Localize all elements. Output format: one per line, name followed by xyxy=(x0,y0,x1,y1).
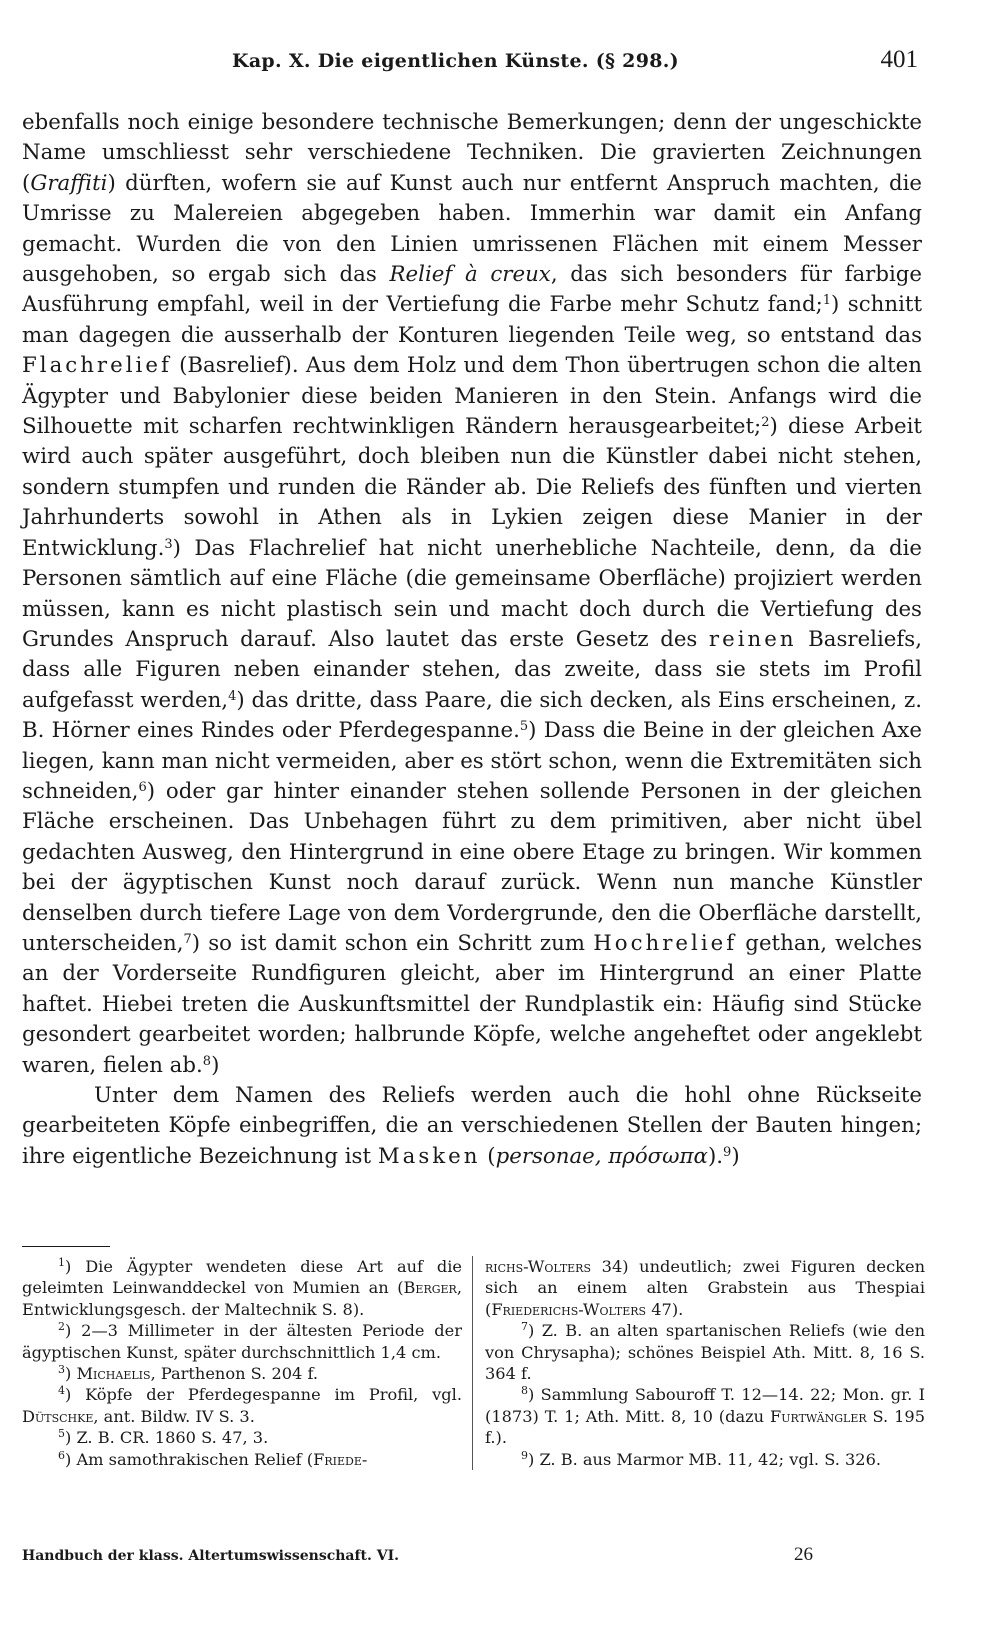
main-text xyxy=(22,108,922,1172)
footnote-ref[interactable]: 2 xyxy=(761,415,770,431)
footnotes-right-column xyxy=(473,1256,925,1470)
running-title: Kap. X. Die eigentlichen Künste. (§ 298.) xyxy=(232,50,679,72)
page-header xyxy=(22,44,918,84)
paragraph-1: ebenfalls noch einige besondere technische Bemerkungen; denn der ungeschickte Name umschliesst sehr verschiedene Techniken. Die gravierten Zeichnungen (Graffiti) dürften, wofern sie auf Kunst auch nur entfernt Anspruch machten, die Umrisse zu Malereien abgegeben haben. Immerhin war damit ein Anfang gemacht. Wurden die von den Linien umrissenen Flächen mit einem Messer ausgehoben, so ergab sich das Relief à creux, das sich besonders für farbige Ausführung empfahl, weil in der Vertiefung die Farbe mehr Schutz fand;$^1$) schnitt man dagegen die ausserhalb der Konturen liegenden Teile weg, so entstand das Flachrelief (Basrelief). Aus dem Holz und dem Thon übertrugen schon die alten Ägypter und Babylonier diese beiden Manieren in den Stein. Anfangs wird die Silhouette mit scharfen rechtwinkligen Rändern herausgearbeitet;$^2$) diese Arbeit wird auch später ausgeführt, doch bleiben nun die Künstler dabei nicht stehen, sondern stumpfen und runden die Ränder ab. Die Reliefs des fünften und vierten Jahrhunderts sowohl in Athen als in Lykien zeigen diese Manier in der Entwicklung.$^3$) Das Flachrelief hat nicht unerhebliche Nachteile, denn, da die Personen sämtlich auf eine Fläche (die gemeinsame Oberfläche) projiziert werden müssen, kann es nicht plastisch sein und macht doch durch die Vertiefung des Grundes Anspruch darauf. Also lautet das erste Gesetz des reinen Basreliefs, dass alle Figuren neben einander stehen, das zweite, dass sie stets im Profil aufgefasst werden,$^4$) das dritte, dass Paare, die sich decken, als Eins erscheinen, z. B. Hörner eines Rindes oder Pferdegespanne.$^5$) Dass die Beine in der gleichen Axe liegen, kann man nicht vermeiden, aber es stört schon, wenn die Extremitäten sich schneiden,$^6$) oder gar hinter einander stehen sollende Personen in der gleichen Fläche erscheinen. Das Unbehagen führt zu dem primitiven, aber nicht übel gedachten Ausweg, den Hintergrund in eine obere Etage zu bringen. Wir kommen bei der ägyptischen Kunst noch darauf zurück. Wenn nun manche Künstler denselben durch tiefere Lage von dem Vordergrunde, den die Oberfläche darstellt, unterscheiden,$^7$) so ist damit schon ein Schritt zum Hochrelief gethan, welches an der Vorderseite Rundfiguren gleicht, aber im Hintergrund an einer Platte haftet. Hiebei treten die Auskunftsmittel der Rundplastik ein: Häufig sind Stücke gesondert gearbeitet worden; halbrunde Köpfe, welche angeheftet oder angeklebt waren, fielen ab.$^8$) xyxy=(22,110,923,1078)
footnote-8: $^8$) Sammlung Sabouroff T. 12—14. 22; Mon. gr. I (1873) T. 1; Ath. Mitt. 8, 10 (dazu Furtwängler S. 195 f.). xyxy=(485,1384,925,1448)
footnote-5: $^5$) Z. B. CR. 1860 S. 47, 3. xyxy=(58,1427,269,1448)
footnote-ref[interactable]: 9 xyxy=(723,1144,732,1160)
spaced-term: reinen xyxy=(708,626,797,652)
footnote-6-continued: richs-Wolters 34) undeutlich; zwei Figuren decken sich an einem alten Grabstein aus Thespiai (Friederichs-Wolters 47). xyxy=(485,1257,925,1319)
footnote-ref[interactable]: 5 xyxy=(519,719,529,735)
italic-term: Graffiti xyxy=(30,170,108,196)
page-number: 401 xyxy=(880,46,918,73)
footnotes-left-column xyxy=(22,1256,473,1470)
spaced-term: Flachrelief xyxy=(22,353,172,379)
footnote-ref[interactable]: 3 xyxy=(164,536,173,552)
paragraph-2: Unter dem Namen des Reliefs werden auch die hohl ohne Rückseite gearbeiteten Köpfe einbegriffen, die an verschiedenen Stellen der Bauten hingen; ihre eigentliche Bezeichnung ist Masken (personae, πρόσωπα).$^9$) xyxy=(22,1083,922,1169)
footnote-4: $^4$) Köpfe der Pferdegespanne im Profil, vgl. Dütschke, ant. Bildw. IV S. 3. xyxy=(22,1384,462,1426)
footnote-ref[interactable]: 4 xyxy=(228,688,237,704)
italic-term: personae, πρόσωπα xyxy=(495,1143,708,1169)
italic-term: Relief à creux xyxy=(389,262,551,288)
footnote-3: $^3$) Michaelis, Parthenon S. 204 f. xyxy=(58,1363,319,1384)
sheet-number: 26 xyxy=(794,1544,813,1565)
footnote-9: $^9$) Z. B. aus Marmor MB. 11, 42; vgl. S. 326. xyxy=(521,1448,882,1469)
footer-signature: Handbuch der klass. Altertumswissenschaft. VI. xyxy=(22,1548,400,1564)
footnote-ref[interactable]: 8 xyxy=(202,1053,212,1069)
footnote-7: $^7$) Z. B. an alten spartanischen Reliefs (wie den von Chrysapha); schönes Beispiel Ath. Mitt. 8, 16 S. 364 f. xyxy=(485,1320,925,1384)
footnotes xyxy=(22,1256,928,1470)
footnote-1: $^1$) Die Ägypter wendeten diese Art auf die geleimten Leinwanddeckel von Mumien an (Berger, Entwicklungsgesch. der Maltechnik S. 8). xyxy=(22,1256,462,1319)
footnote-ref[interactable]: 1 xyxy=(822,293,832,309)
footnote-2: $^2$) 2—3 Millimeter in der ältesten Periode der ägyptischen Kunst, später durchschnittlich 1,4 cm. xyxy=(22,1320,462,1362)
footnote-6: $^6$) Am samothrakischen Relief (Friede- xyxy=(58,1448,368,1469)
spaced-term: Masken xyxy=(377,1143,481,1169)
footnote-rule xyxy=(22,1246,110,1247)
spaced-term: Hochrelief xyxy=(593,930,738,956)
page-footer xyxy=(22,1544,822,1578)
footnote-ref[interactable]: 7 xyxy=(183,931,192,947)
footnote-ref[interactable]: 6 xyxy=(138,779,147,795)
